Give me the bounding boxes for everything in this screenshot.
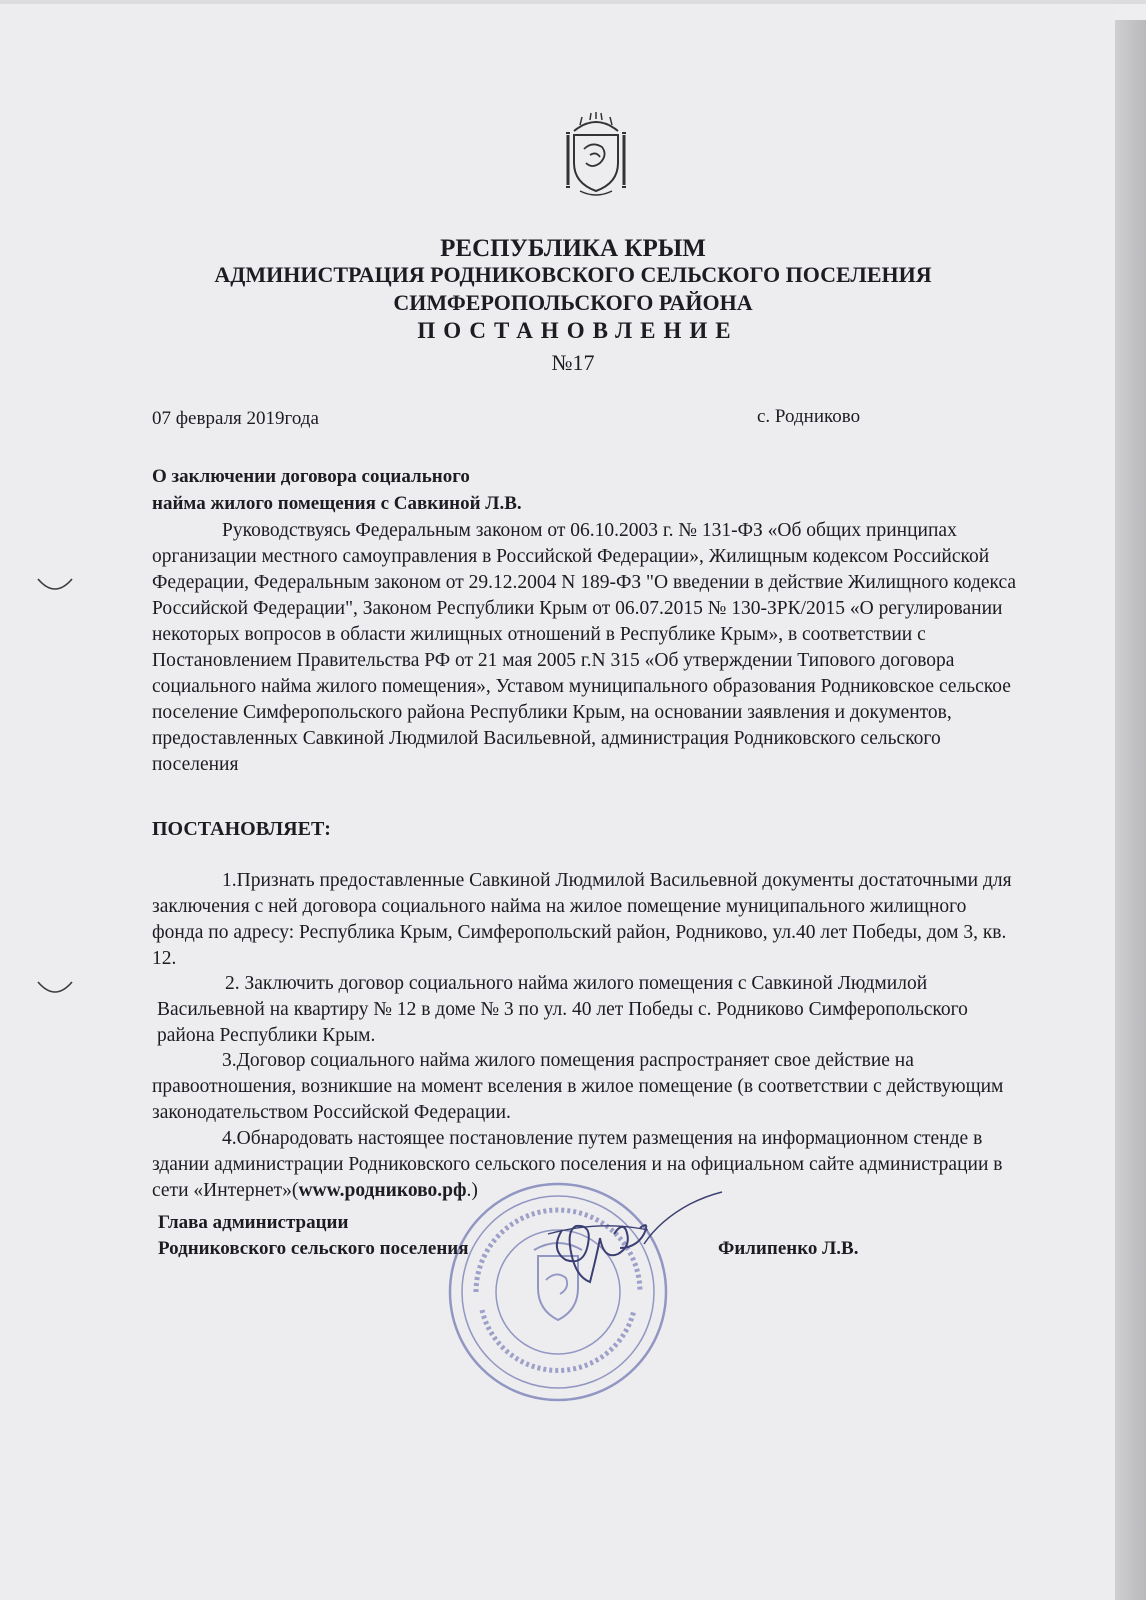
signatory-name: Филипенко Л.В. xyxy=(718,1238,859,1259)
document-number: №17 xyxy=(551,350,595,375)
document-place: с. Родниково xyxy=(757,406,861,427)
subject-line: О заключении договора социального xyxy=(152,466,470,487)
resolves-heading: ПОСТАНОВЛЯЕТ: xyxy=(152,818,331,840)
resolution-item: 2. Заключить договор социального найма жилого помещения с Савкиной Людмилой Васильевной на квартиру № 12 в доме № 3 по ул. 40 лет Победы с. Родниково Симферопольского района Республики Крым. xyxy=(157,973,968,1046)
document-type-title: ПОСТАНОВЛЕНИЕ xyxy=(417,318,739,343)
coat-of-arms-icon xyxy=(560,111,632,197)
header-district: СИМФЕРОПОЛЬСКОГО РАЙОНА xyxy=(393,290,753,315)
punch-hole-mark xyxy=(36,575,74,595)
punch-hole-mark xyxy=(36,978,74,998)
resolution-item: 3.Договор социального найма жилого помещения распространяет свое действие на правоотношения, возникшие на момент вселения в жилое помещение (в соответствии с действующим законодательством Российской Федерации. xyxy=(152,1050,1004,1123)
item-tail: .) xyxy=(466,1180,478,1201)
header-administration: АДМИНИСТРАЦИЯ РОДНИКОВСКОГО СЕЛЬСКОГО ПОСЕЛЕНИЯ xyxy=(214,262,932,287)
item-text: 4.Обнародовать настоящее постановление путем размещения на информационном стенде в здании администрации Родниковского сельского поселения и на официальном сайте администрации в сети «Интернет»( xyxy=(152,1128,1003,1201)
resolution-item: 1.Признать предоставленные Савкиной Людмилой Васильевной документы достаточными для заключения с ней договора социального найма на жилое помещение муниципального жилищного фонда по адресу: Республика Крым, Симферопольский район, Родниково, ул.40 лет Победы, дом 3, кв. 12. xyxy=(152,870,1012,969)
subject-line: найма жилого помещения с Савкиной Л.В. xyxy=(152,493,522,514)
preamble-paragraph: Руководствуясь Федеральным законом от 06.10.2003 г. № 131-ФЗ «Об общих принципах организации местного самоуправления в Российской Федерации», Жилищным кодексом Российской Федерации, Федеральным законом от 29.12.2004 N 189-ФЗ "О введении в действие Жилищного кодекса Российской Федерации", Законом Республики Крым от 06.07.2015 № 130-ЗРК/2015 «О регулировании некоторых вопросов в области жилищных отношений в Республике Крым», в соответствии с Постановлением Правительства РФ от 21 мая 2005 г.N 315 «Об утверждении Типового договора социального найма жилого помещения», Уставом муниципального образования Родниковское сельское поселение Симферопольского района Республики Крым, на основании заявления и документов, предоставленных Савкиной Людмилой Васильевной, администрация Родниковского сельского поселения xyxy=(152,520,1017,775)
document-subject xyxy=(152,463,522,517)
scan-top-edge xyxy=(0,0,1146,4)
document-date: 07 февраля 2019года xyxy=(152,408,319,429)
website-link[interactable]: www.родниково.рф xyxy=(298,1180,467,1201)
handwritten-signature xyxy=(540,1190,730,1300)
header-republic: РЕСПУБЛИКА КРЫМ xyxy=(440,235,706,262)
signatory-title: Глава администрации xyxy=(158,1212,349,1233)
signatory-title: Родниковского сельского поселения xyxy=(158,1238,469,1259)
